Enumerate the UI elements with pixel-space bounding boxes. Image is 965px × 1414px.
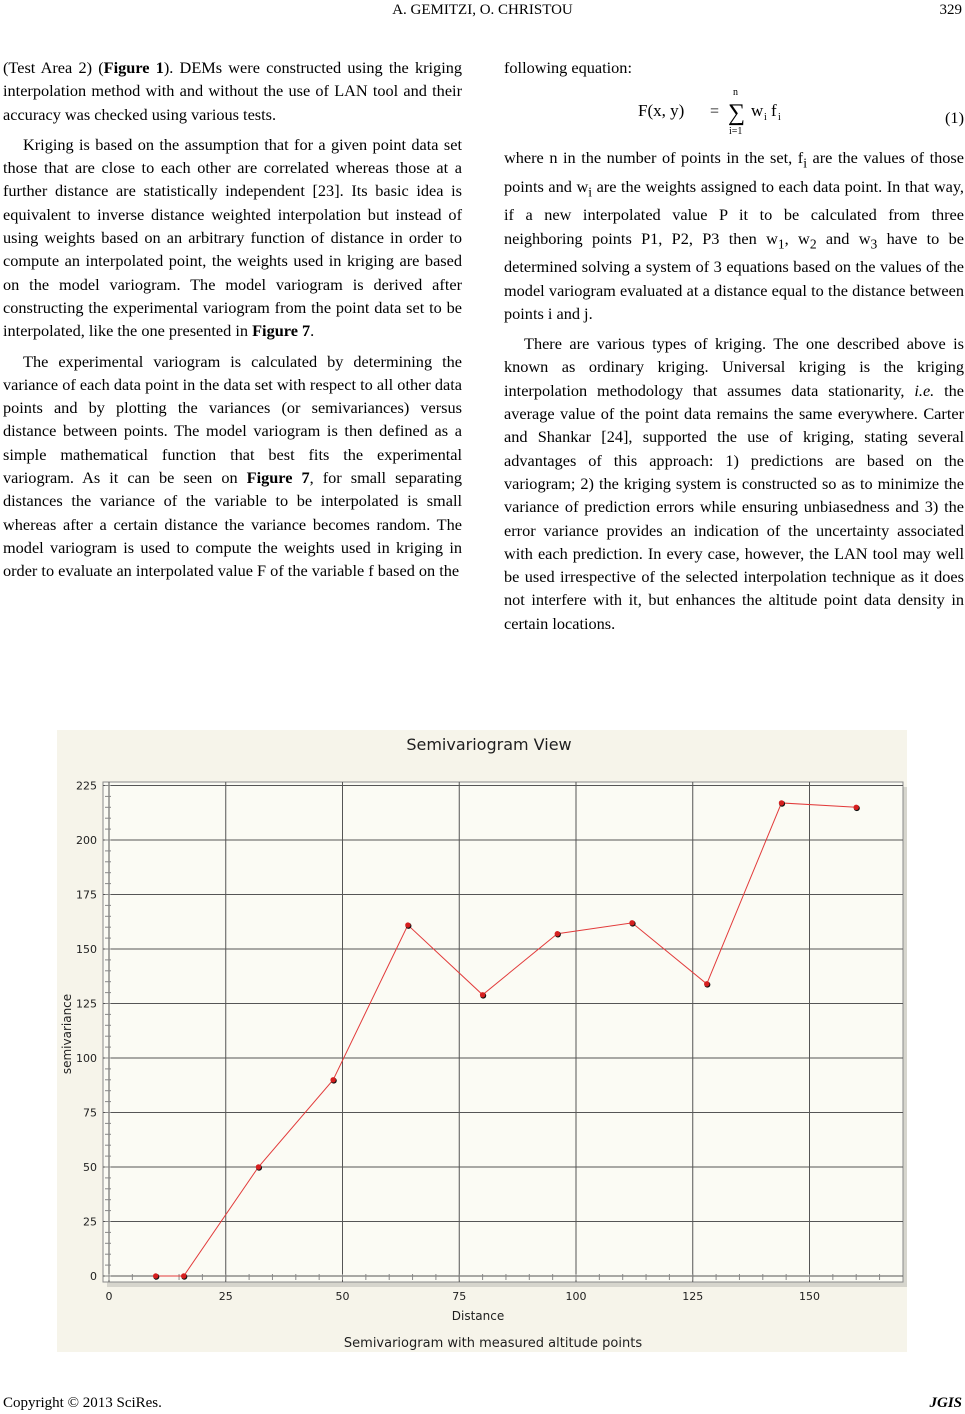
y-tick-label: 150 [76,943,97,956]
x-tick-label: 75 [452,1290,467,1303]
text-run: the average value of the point data remains the same everywhere. Carter and Shankar [24], supported the use of kriging, stating several advantages of this approach: 1) predictions are based on the variogram; 2) the kriging system is constructed so as to minimize the variance of prediction errors while ensuring unbiasedness and 3) the error variance provides an indication of the uncertainty associated with each prediction. In every case, however, the LAN tool may well be used irrespective of the selected interpolation technique as it does not interfere with it, but enhances the altitude point data density in certain locations. [504,380,964,633]
paragraph [3,350,462,583]
paragraph [3,133,462,343]
x-axis-label: Distance [451,1309,505,1323]
data-point [256,1164,261,1169]
figure-reference: Figure 1 [103,58,164,77]
data-point [779,800,784,805]
data-point [181,1273,186,1278]
y-tick-label: 200 [76,834,97,847]
text-run: Kriging is based on the assumption that for a given point data set those that are close to each other are correlated whereas those at a further distance are statistically independent [23]. Its basic idea is equivalent to inverse distance weighted interpolation but instead of using weights based on an arbitrary function of distance in order to compute an interpolated point, the weights used in kriging are based on the model variogram. The model variogram is derived after constructing the experimental variogram from the point data set to be interpolated, like the one presented in [3,134,462,341]
y-tick-label: 175 [76,888,97,902]
data-point [405,922,410,927]
subscript: 2 [809,235,817,251]
equation-number: (1) [945,108,964,128]
text-run: have to be determined solving a system of 3 equations based on the values of the model variogram evaluated at a distance equal to the distance between points i and j. [504,228,964,323]
equation-lhs: F(x, y) [638,101,685,121]
semivariogram-chart [57,730,907,1352]
italic-text: i.e. [914,380,935,400]
subscript: 1 [777,235,785,251]
weight-symbol: w [751,101,764,121]
data-point [704,981,709,986]
text-run: The experimental variogram is calculated by determining the variance of each data point in the data set with respect to all other data points and by plotting the variances (or semivariances) versus distance between points. The model variogram is then defined as a simple mathematical function that best fits the experimental variogram. As it can be seen on [3,351,462,488]
data-point [555,931,560,936]
subscript: i [803,155,807,171]
subscript: 3 [870,235,878,251]
subscript: i [588,184,592,200]
equation-formula [638,86,818,140]
data-point [629,920,634,925]
figure-7 [57,730,907,1352]
weight-subscript: i [764,112,767,124]
figure-reference: Figure 7 [252,321,311,341]
page-header [0,0,965,28]
value-subscript: i [778,112,781,124]
x-tick-label: 125 [682,1290,704,1303]
y-tick-label: 100 [76,1052,97,1065]
x-tick-label: 150 [799,1290,820,1303]
y-tick-label: 75 [83,1106,97,1120]
journal-name: JGIS [929,1395,962,1411]
paragraph [504,146,964,325]
text-run: There are various types of kriging. The one described above is known as ordinary kriging. Universal kriging is the kriging interpolation methodology that assumes data stationarity, [504,334,964,400]
page-number: 329 [939,2,962,18]
data-point [480,992,485,997]
text-run: and w [816,228,871,248]
x-tick-label: 0 [105,1290,113,1303]
x-tick-label: 50 [335,1290,350,1303]
sum-lower-limit: i=1 [729,126,743,138]
x-tick-label: 25 [218,1290,233,1303]
y-tick-label: 25 [83,1215,97,1229]
y-axis-label: semivariance [60,993,74,1075]
plot-area [103,782,903,1282]
sum-upper-limit: n [733,87,738,99]
paragraph [504,332,964,635]
data-point [330,1077,335,1082]
chart-title: Semivariogram View [406,735,572,754]
y-tick-label: 125 [76,997,97,1011]
y-tick-label: 50 [83,1161,97,1174]
paragraph: following equation: [504,58,632,77]
data-point [854,805,859,810]
figure-caption: Semivariogram with measured altitude points [343,1336,643,1351]
text-run: where n in the number of points in the set, f [504,148,804,168]
text-run: . [310,321,315,341]
left-column [3,56,462,590]
right-column [504,56,964,642]
text-run: , w [784,228,810,248]
y-tick-label: 225 [76,779,97,793]
text-run: , for small separating distances the variance of the variable to be interpolated is small whereas after a certain distance the variance becomes random. The model variogram is used to compute the weights used in kriging in order to evaluate an interpolated value F of the variable f based on the [3,468,462,581]
figure-reference: Figure 7 [246,468,310,488]
text-run: are the weights assigned to each data point. In that way, if a new interpolated value P it to be calculated from three neighboring points P1, P2, P3 then w [504,176,964,248]
x-tick-label: 100 [565,1290,587,1303]
value-symbol: f [771,101,777,121]
sum-symbol: ∑ [728,100,746,127]
text-run: are the values of those points and w [504,148,964,196]
data-point [153,1273,158,1278]
text-run: ). DEMs were constructed using the kriging interpolation method with and without the use of LAN tool and their accuracy was checked using various tests. [3,58,463,124]
paragraph [3,56,462,126]
copyright-notice: Copyright © 2013 SciRes. [3,1395,162,1411]
y-tick-label: 0 [90,1270,97,1283]
equation-1 [504,86,964,140]
equation-equals: = [710,103,720,121]
text-run: (Test Area 2) ( [3,58,104,77]
running-header-authors: A. GEMITZI, O. CHRISTOU [392,2,573,18]
